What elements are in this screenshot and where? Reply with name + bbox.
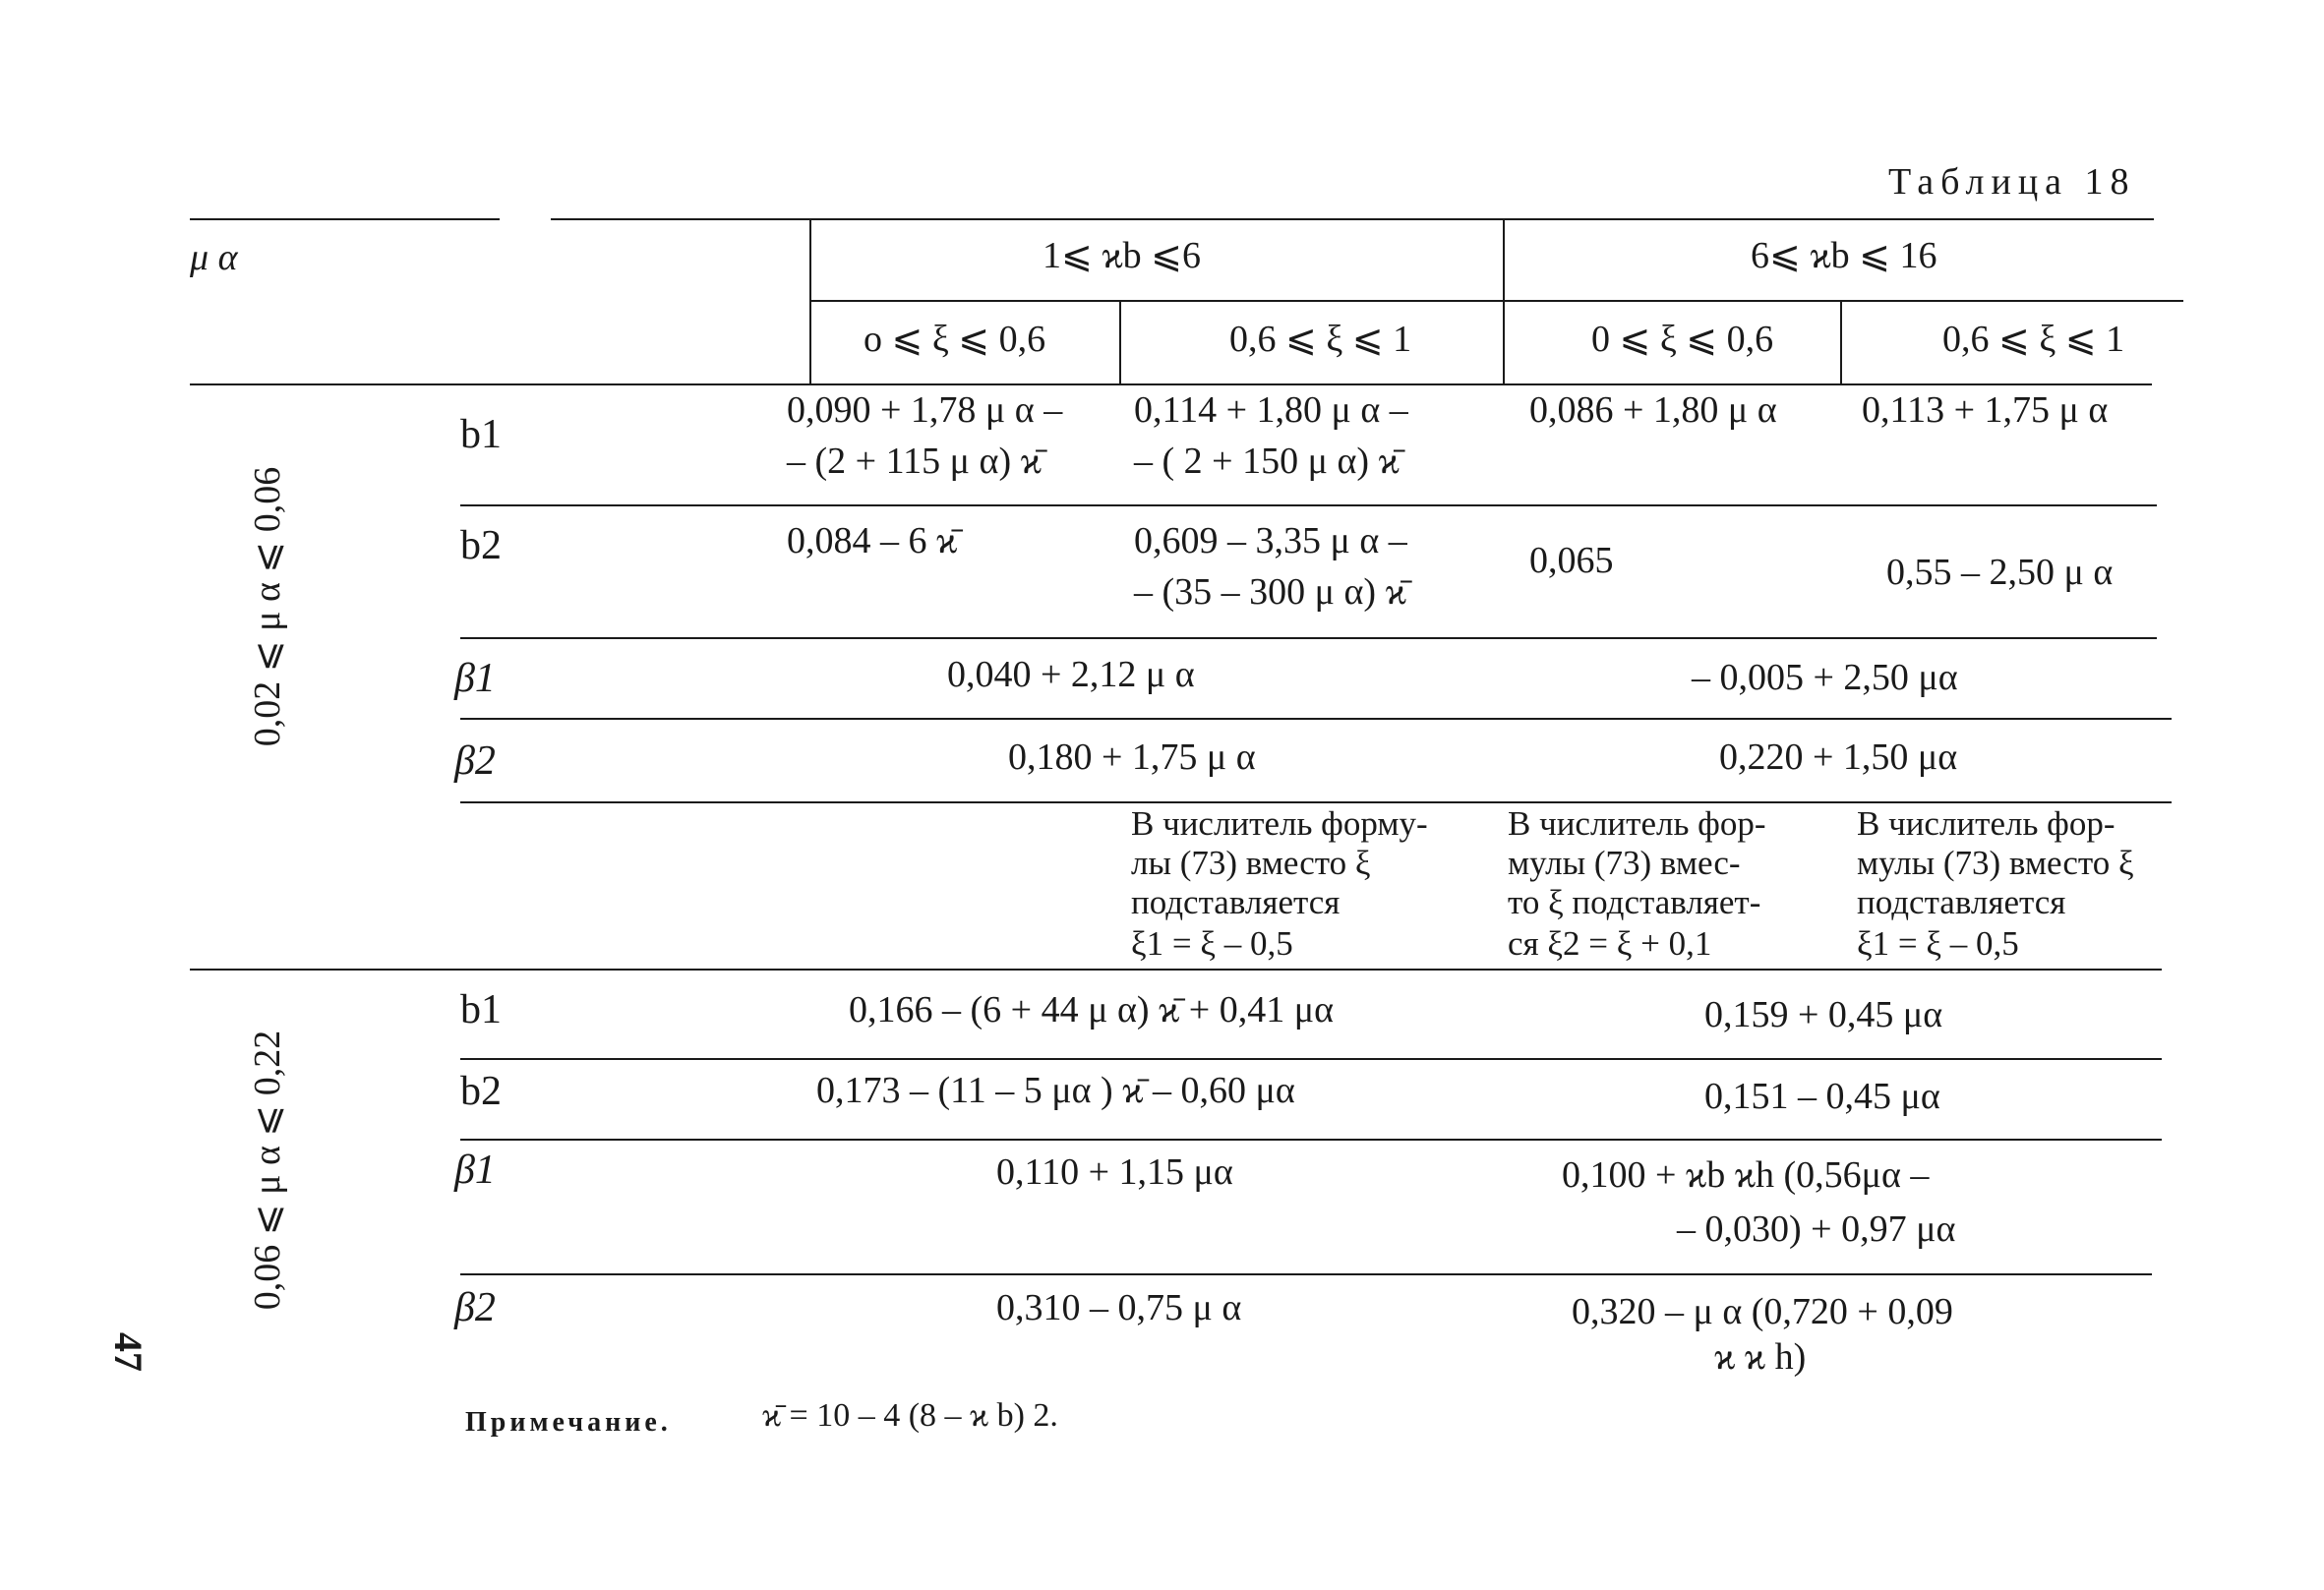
s2-b1-left: 0,166 – (6 + 44 μ α) ϰ̄ + 0,41 μα — [849, 989, 1335, 1031]
s2-beta2-right-1: 0,320 – μ α (0,720 + 0,09 — [1572, 1291, 1953, 1332]
subheader-1: o ⩽ ξ ⩽ 0,6 — [864, 319, 1046, 360]
s2-beta2-right-2: ϰ ϰ h) — [1714, 1336, 1807, 1378]
s1-beta1-label: β1 — [454, 656, 496, 701]
s1-note-c2-4: ξ1 = ξ – 0,5 — [1131, 924, 1293, 963]
s1-b1-c1-line2: – (2 + 115 μ α) ϰ̄ — [787, 441, 1042, 482]
s2-rule-3 — [460, 1273, 2152, 1275]
s2-beta1-right-1: 0,100 + ϰb ϰh (0,56μα – — [1562, 1154, 1930, 1196]
s2-rule-2 — [460, 1139, 2162, 1141]
s1-b1-c2-line2: – ( 2 + 150 μ α) ϰ̄ — [1134, 441, 1400, 482]
s1-b2-c1: 0,084 – 6 ϰ̄ — [787, 520, 958, 561]
page-number: 47 — [106, 1332, 150, 1372]
s1-rule-3 — [460, 718, 2172, 720]
s1-note-c2-3: подставляется — [1131, 883, 1341, 921]
subheader-4: 0,6 ⩽ ξ ⩽ 1 — [1942, 319, 2125, 360]
s1-b1-label: b1 — [460, 412, 502, 457]
s1-beta2-label: β2 — [454, 738, 496, 784]
s1-rule-1 — [460, 504, 2157, 506]
group-underline — [811, 300, 2183, 302]
s1-note-c2-2: лы (73) вместо ξ — [1131, 844, 1371, 882]
footnote-text: ϰ̄ = 10 – 4 (8 – ϰ b) 2. — [762, 1397, 1058, 1434]
s2-b2-right: 0,151 – 0,45 μα — [1704, 1076, 1940, 1117]
s2-b2-left: 0,173 – (11 – 5 μα ) ϰ̄ – 0,60 μα — [816, 1070, 1295, 1111]
s1-note-c3-3: то ξ подставляет- — [1508, 883, 1761, 921]
header-row-label: μ α — [190, 237, 238, 278]
header-vline-2 — [1119, 300, 1121, 383]
s2-beta1-label: β1 — [454, 1148, 496, 1193]
s1-beta1-left: 0,040 + 2,12 μ α — [947, 654, 1195, 695]
section2-range: 0,06 ⩽ μ α ⩽ 0,22 — [247, 1030, 288, 1311]
s1-b1-c4: 0,113 + 1,75 μ α — [1862, 389, 2109, 431]
s1-beta2-left: 0,180 + 1,75 μ α — [1008, 736, 1256, 778]
s1-b1-c2-line1: 0,114 + 1,80 μ α – — [1134, 389, 1408, 431]
s2-beta1-right-2: – 0,030) + 0,97 μα — [1677, 1208, 1956, 1250]
table-title: Таблица 18 — [1888, 161, 2136, 203]
s2-beta2-left: 0,310 – 0,75 μ α — [996, 1287, 1242, 1328]
s1-rule-2 — [460, 637, 2157, 639]
s1-note-c4-1: В числитель фор- — [1857, 804, 2115, 843]
s1-note-c4-4: ξ1 = ξ – 0,5 — [1857, 924, 2019, 963]
subheader-3: 0 ⩽ ξ ⩽ 0,6 — [1591, 319, 1774, 360]
header-bottom-rule — [190, 383, 2152, 385]
s1-b2-label: b2 — [460, 523, 502, 568]
group-header-1: 1⩽ ϰb ⩽6 — [1043, 235, 1201, 276]
s1-note-c3-4: ся ξ2 = ξ + 0,1 — [1508, 924, 1712, 963]
section1-range: 0,02 ⩽ μ α ⩽ 0,06 — [247, 466, 288, 747]
s2-rule-1 — [460, 1058, 2162, 1060]
s1-note-c3-2: мулы (73) вмес- — [1508, 844, 1741, 882]
s1-note-c3-1: В числитель фор- — [1508, 804, 1766, 843]
s1-b1-c1-line1: 0,090 + 1,78 μ α – — [787, 389, 1063, 431]
header-vline-4 — [1840, 300, 1842, 383]
s1-note-c4-3: подставляется — [1857, 883, 2066, 921]
top-rule-left — [190, 218, 500, 220]
s1-beta1-right: – 0,005 + 2,50 μα — [1692, 657, 1958, 698]
footnote-label: Примечание. — [465, 1407, 672, 1438]
s2-b1-right: 0,159 + 0,45 μα — [1704, 994, 1943, 1035]
s1-b1-c3: 0,086 + 1,80 μ α — [1529, 389, 1777, 431]
subheader-2: 0,6 ⩽ ξ ⩽ 1 — [1229, 319, 1412, 360]
s1-note-c4-2: мулы (73) вместо ξ — [1857, 844, 2134, 882]
s2-beta2-label: β2 — [454, 1285, 496, 1330]
s1-b2-c3: 0,065 — [1529, 540, 1614, 581]
s2-beta1-left: 0,110 + 1,15 μα — [996, 1151, 1233, 1193]
top-rule-right — [551, 218, 2154, 220]
s1-b2-c2-line1: 0,609 – 3,35 μ α – — [1134, 520, 1407, 561]
s1-b2-c2-line2: – (35 – 300 μ α) ϰ̄ — [1134, 571, 1406, 613]
s2-b1-label: b1 — [460, 987, 502, 1032]
s1-b2-c4: 0,55 – 2,50 μ α — [1886, 552, 2114, 593]
s2-b2-label: b2 — [460, 1069, 502, 1114]
section-divider — [190, 969, 2162, 971]
group-header-2: 6⩽ ϰb ⩽ 16 — [1751, 235, 1937, 276]
s1-note-c2-1: В числитель форму- — [1131, 804, 1428, 843]
s1-beta2-right: 0,220 + 1,50 μα — [1719, 736, 1958, 778]
s1-rule-4 — [460, 801, 2172, 803]
